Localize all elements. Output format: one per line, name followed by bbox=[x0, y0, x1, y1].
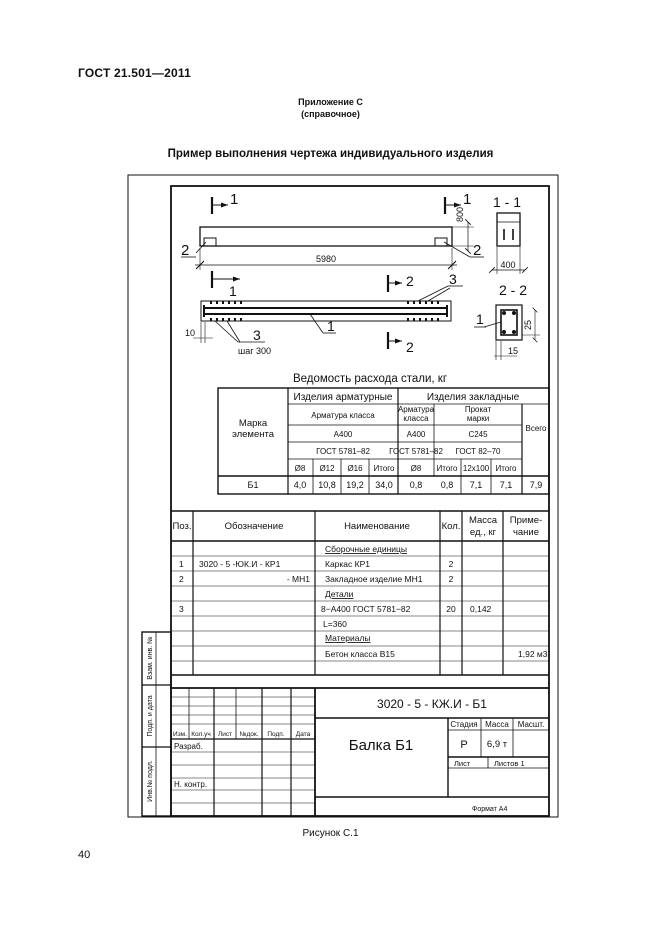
svg-text:А400: А400 bbox=[406, 430, 426, 439]
stage-value: Р bbox=[460, 739, 468, 751]
svg-text:Масшт.: Масшт. bbox=[517, 720, 545, 729]
svg-text:Наименование: Наименование bbox=[344, 521, 410, 532]
svg-text:С245: С245 bbox=[468, 430, 488, 439]
svg-text:Приме-чание: Приме-чание bbox=[509, 515, 543, 538]
svg-text:2: 2 bbox=[448, 574, 454, 584]
steel-consumption-table bbox=[218, 373, 549, 494]
svg-text:19,2: 19,2 bbox=[346, 480, 364, 490]
svg-text:ГОСТ 5781–82: ГОСТ 5781–82 bbox=[389, 447, 443, 456]
svg-text:Подп. и дата: Подп. и дата bbox=[147, 695, 154, 737]
reinforcement-cage bbox=[185, 271, 463, 356]
item-name: Балка Б1 bbox=[348, 737, 414, 754]
svg-text:Подп.: Подп. bbox=[267, 731, 285, 738]
svg-text:0,8: 0,8 bbox=[440, 480, 454, 490]
svg-text:Б1: Б1 bbox=[247, 480, 259, 490]
svg-text:Закладное изделие МН1: Закладное изделие МН1 bbox=[325, 574, 423, 584]
svg-text:3: 3 bbox=[253, 327, 261, 343]
svg-text:3: 3 bbox=[449, 271, 457, 287]
svg-text:Прокатмарки: Прокат марки bbox=[464, 405, 492, 423]
dim-cover: 10 bbox=[185, 328, 196, 338]
list-item: 1 bbox=[179, 559, 184, 569]
svg-text:Инв.№ подл.: Инв.№ подл. bbox=[147, 760, 154, 802]
list-item: 3 bbox=[179, 604, 184, 614]
side-strip-labels bbox=[147, 636, 154, 802]
document-header: ГОСТ 21.501—2011 bbox=[78, 66, 191, 80]
stamp-developer-label: Разраб. bbox=[174, 742, 203, 751]
svg-text:Итого: Итого bbox=[436, 464, 458, 473]
section-mark-1a: 1 bbox=[230, 191, 239, 208]
svg-text:0,142: 0,142 bbox=[470, 604, 492, 614]
svg-text:Обозначение: Обозначение bbox=[224, 521, 284, 532]
svg-text:Изделия арматурные: Изделия арматурные bbox=[293, 392, 393, 403]
svg-text:Ø12: Ø12 bbox=[319, 464, 335, 473]
list-item: Детали bbox=[325, 589, 354, 599]
svg-text:Листов 1: Листов 1 bbox=[494, 759, 525, 768]
beam-elevation bbox=[181, 191, 484, 270]
document-code: 3020 - 5 - КЖ.И - Б1 bbox=[377, 697, 487, 711]
svg-text:7,9: 7,9 bbox=[529, 480, 543, 490]
svg-text:№док.: №док. bbox=[239, 731, 259, 738]
list-item: L=360 bbox=[323, 619, 347, 629]
svg-text:Каркас КР1: Каркас КР1 bbox=[325, 559, 370, 569]
steel-table-row bbox=[248, 480, 543, 490]
appendix-note: (справочное) bbox=[301, 109, 360, 119]
svg-text:4,0: 4,0 bbox=[293, 480, 307, 490]
svg-text:Ø8: Ø8 bbox=[410, 464, 422, 473]
svg-text:12х100: 12х100 bbox=[462, 464, 490, 473]
stamp-norm-control-label: Н. контр. bbox=[174, 780, 208, 789]
svg-text:1,92 м3: 1,92 м3 bbox=[518, 649, 548, 659]
specification-table bbox=[171, 511, 549, 675]
svg-text:1 - 1: 1 - 1 bbox=[492, 194, 522, 210]
svg-text:2 - 2: 2 - 2 bbox=[498, 282, 528, 298]
svg-text:Арматура класса: Арматура класса bbox=[311, 411, 375, 420]
svg-text:Лист: Лист bbox=[454, 759, 471, 768]
svg-text:2: 2 bbox=[448, 559, 454, 569]
list-item: Материалы bbox=[325, 633, 371, 643]
svg-text:10,8: 10,8 bbox=[318, 480, 336, 490]
svg-text:7,1: 7,1 bbox=[469, 480, 483, 490]
svg-text:2: 2 bbox=[406, 339, 414, 355]
svg-text:Изм.: Изм. bbox=[173, 731, 187, 738]
step-label: шаг 300 bbox=[238, 346, 272, 356]
dim-side: 25 bbox=[523, 319, 533, 330]
steel-table-title: Ведомость расхода стали, кг bbox=[292, 373, 448, 385]
page-number: 40 bbox=[78, 849, 91, 861]
svg-text:Изделия закладные: Изделия закладные bbox=[426, 392, 520, 403]
dim-width: 400 bbox=[500, 260, 516, 270]
svg-text:Ø16: Ø16 bbox=[347, 464, 363, 473]
svg-text:Итого: Итого bbox=[495, 464, 517, 473]
svg-text:Взам. инв. №: Взам. инв. № bbox=[147, 636, 154, 680]
dim-height: 800 bbox=[455, 206, 465, 222]
list-item: Сборочные единицы bbox=[325, 544, 407, 554]
svg-text:1: 1 bbox=[327, 318, 335, 334]
figure-title: Пример выполнения чертежа индивидуального изделия bbox=[167, 148, 494, 160]
spec-rows bbox=[179, 544, 548, 659]
svg-text:0,8: 0,8 bbox=[409, 480, 423, 490]
dim-edge: 15 bbox=[508, 346, 519, 356]
svg-text:7,1: 7,1 bbox=[499, 480, 513, 490]
appendix-title: Приложение С bbox=[298, 97, 363, 107]
svg-text:Лист: Лист bbox=[217, 731, 233, 738]
svg-text:Поз.: Поз. bbox=[172, 521, 192, 532]
svg-text:Маркаэлемента: Марка элемента bbox=[231, 418, 275, 440]
svg-text:2: 2 bbox=[406, 273, 414, 289]
svg-text:Ø8: Ø8 bbox=[294, 464, 306, 473]
svg-text:20: 20 bbox=[446, 604, 456, 614]
mass-value: 6,9 т bbox=[486, 739, 508, 750]
svg-text:3020 - 5 -ЮК.И - КР1: 3020 - 5 -ЮК.И - КР1 bbox=[199, 559, 281, 569]
svg-text:Массаед., кг: Масса ед., кг bbox=[468, 515, 498, 538]
svg-text:А400: А400 bbox=[333, 430, 353, 439]
section-1-1 bbox=[492, 194, 525, 274]
leader-mark-2b: 2 bbox=[473, 242, 482, 259]
svg-text:1: 1 bbox=[476, 311, 484, 327]
format-label: Формат А4 bbox=[472, 806, 508, 813]
svg-text:1: 1 bbox=[229, 283, 237, 299]
svg-text:34,0: 34,0 bbox=[375, 480, 393, 490]
svg-text:Арматуракласса: Арматура класса bbox=[397, 405, 435, 423]
figure-caption: Рисунок С.1 bbox=[302, 828, 359, 839]
svg-text:Дата: Дата bbox=[295, 731, 311, 738]
stamp-column-labels bbox=[173, 731, 311, 738]
list-item: Бетон класса В15 bbox=[325, 649, 395, 659]
section-2-2 bbox=[474, 282, 540, 360]
svg-text:Кол.уч: Кол.уч bbox=[191, 731, 211, 738]
leader-mark-2a: 2 bbox=[181, 242, 190, 259]
svg-text:ГОСТ 5781–82: ГОСТ 5781–82 bbox=[316, 447, 370, 456]
svg-text:Кол.: Кол. bbox=[441, 521, 461, 532]
svg-text:Итого: Итого bbox=[373, 464, 395, 473]
svg-text:Стадия: Стадия bbox=[450, 720, 478, 729]
title-block bbox=[171, 688, 549, 816]
section-mark-1b: 1 bbox=[463, 191, 472, 208]
svg-text:Масса: Масса bbox=[485, 720, 509, 729]
svg-text:Всего: Всего bbox=[525, 424, 547, 433]
svg-text:8−А400 ГОСТ 5781−82: 8−А400 ГОСТ 5781−82 bbox=[321, 604, 411, 614]
svg-text:ГОСТ 82–70: ГОСТ 82–70 bbox=[455, 447, 501, 456]
list-item: 2 bbox=[179, 574, 184, 584]
dim-length: 5980 bbox=[315, 254, 337, 264]
svg-text:- МН1: - МН1 bbox=[286, 574, 310, 584]
